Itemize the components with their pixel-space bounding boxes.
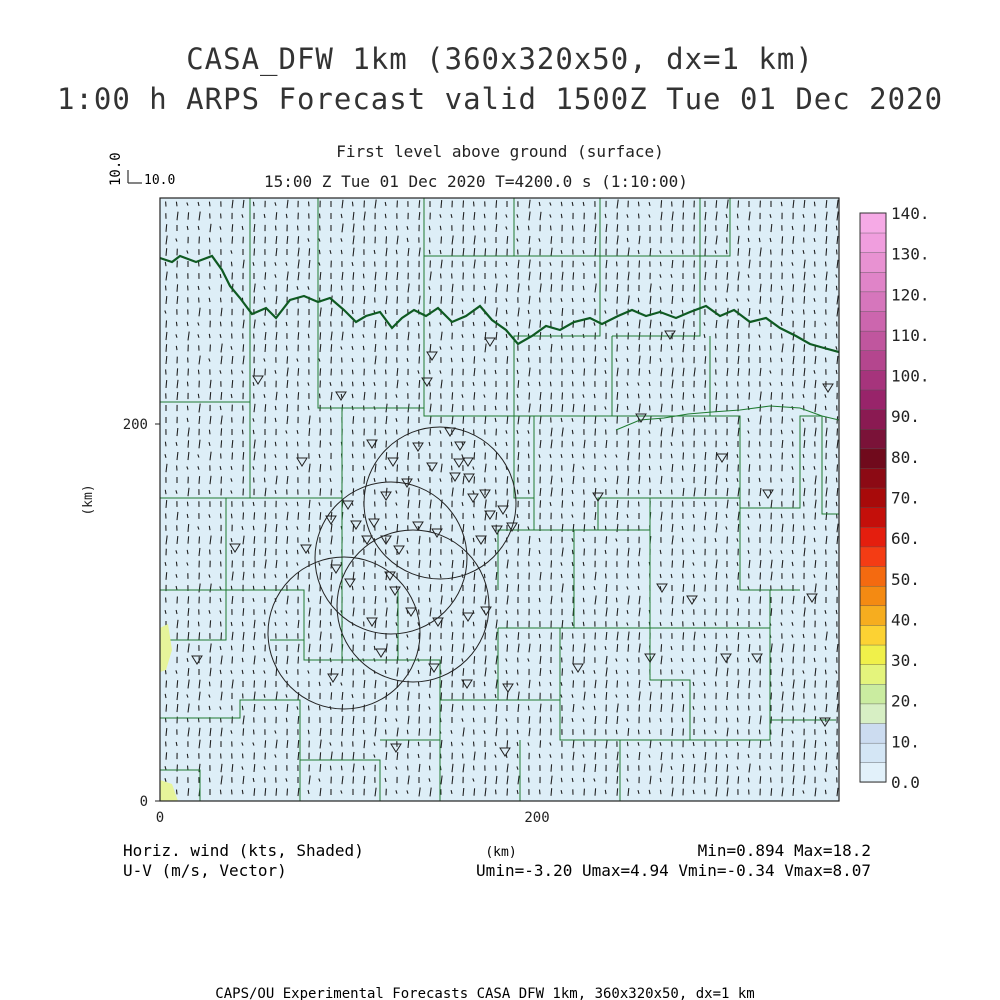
reference-vector-horizontal-label: 10.0 [144,173,176,188]
colorbar-swatch [860,252,886,272]
colorbar-label: 130. [891,244,930,264]
reference-vector-vertical-label: 10.0 [108,152,124,186]
y-axis-label: (km) [81,484,96,516]
colorbar-label: 60. [891,529,920,549]
colorbar-swatch [860,586,886,606]
colorbar-swatch [860,566,886,586]
colorbar-swatch [860,547,886,567]
time-subtitle: 15:00 Z Tue 01 Dec 2020 T=4200.0 s (1:10:00) [264,172,688,191]
colorbar-label: 70. [891,488,920,508]
colorbar-swatch [860,370,886,390]
title-line-1: CASA_DFW 1km (360x320x50, dx=1 km) [186,42,814,76]
colorbar-swatch [860,429,886,449]
colorbar-label: 140. [891,204,930,223]
colorbar-swatch [860,311,886,331]
colorbar-swatch [860,605,886,625]
colorbar-swatch [860,488,886,508]
colorbar-swatch [860,762,886,782]
footer-min-max: Min=0.894 Max=18.2 [697,841,871,860]
colorbar-labels [891,204,930,792]
y-tick-0: 0 [139,794,148,810]
colorbar-label: 120. [891,285,930,305]
x-tick-200: 200 [524,810,550,826]
y-tick-200: 200 [122,417,148,433]
colorbar-label: 20. [891,691,920,711]
wind-field-shading [160,198,839,801]
title-line-2: 1:00 h ARPS Forecast valid 1500Z Tue 01 Dec 2020 [56,82,944,116]
credit-line: CAPS/OU Experimental Forecasts CASA DFW 1km, 360x320x50, dx=1 km [215,986,755,1000]
colorbar-label: 80. [891,447,920,467]
colorbar-swatch [860,625,886,645]
colorbar-label: 100. [891,366,930,386]
colorbar-label: 30. [891,651,920,671]
colorbar-swatch [860,409,886,429]
colorbar-swatch [860,448,886,468]
colorbar-swatch [860,331,886,351]
colorbar-swatch [860,684,886,704]
colorbar-swatch [860,468,886,488]
colorbar-swatch [860,390,886,410]
colorbar-label: 0.0 [891,773,920,792]
colorbar-swatch [860,664,886,684]
colorbar-swatch [860,272,886,292]
colorbar-swatch [860,527,886,547]
x-axis-label: (km) [485,845,517,860]
footer-vector-label: U-V (m/s, Vector) [123,861,287,880]
colorbar-label: 40. [891,610,920,630]
footer-shading-label: Horiz. wind (kts, Shaded) [123,841,364,860]
colorbar-swatch [860,743,886,763]
colorbar-swatch [860,350,886,370]
colorbar-swatch [860,213,886,233]
colorbar-label: 50. [891,569,920,589]
colorbar-swatch [860,233,886,253]
colorbar-swatch [860,645,886,665]
colorbar-swatch [860,704,886,724]
reference-vector [108,152,175,188]
level-subtitle: First level above ground (surface) [336,142,664,161]
x-tick-0: 0 [155,810,165,826]
colorbar-swatch [860,291,886,311]
colorbar [860,213,886,782]
footer-uv-range: Umin=-3.20 Umax=4.94 Vmin=-0.34 Vmax=8.07 [476,861,871,880]
colorbar-label: 90. [891,407,920,427]
colorbar-label: 110. [891,325,930,345]
colorbar-label: 10. [891,732,920,752]
colorbar-swatch [860,507,886,527]
colorbar-swatch [860,723,886,743]
